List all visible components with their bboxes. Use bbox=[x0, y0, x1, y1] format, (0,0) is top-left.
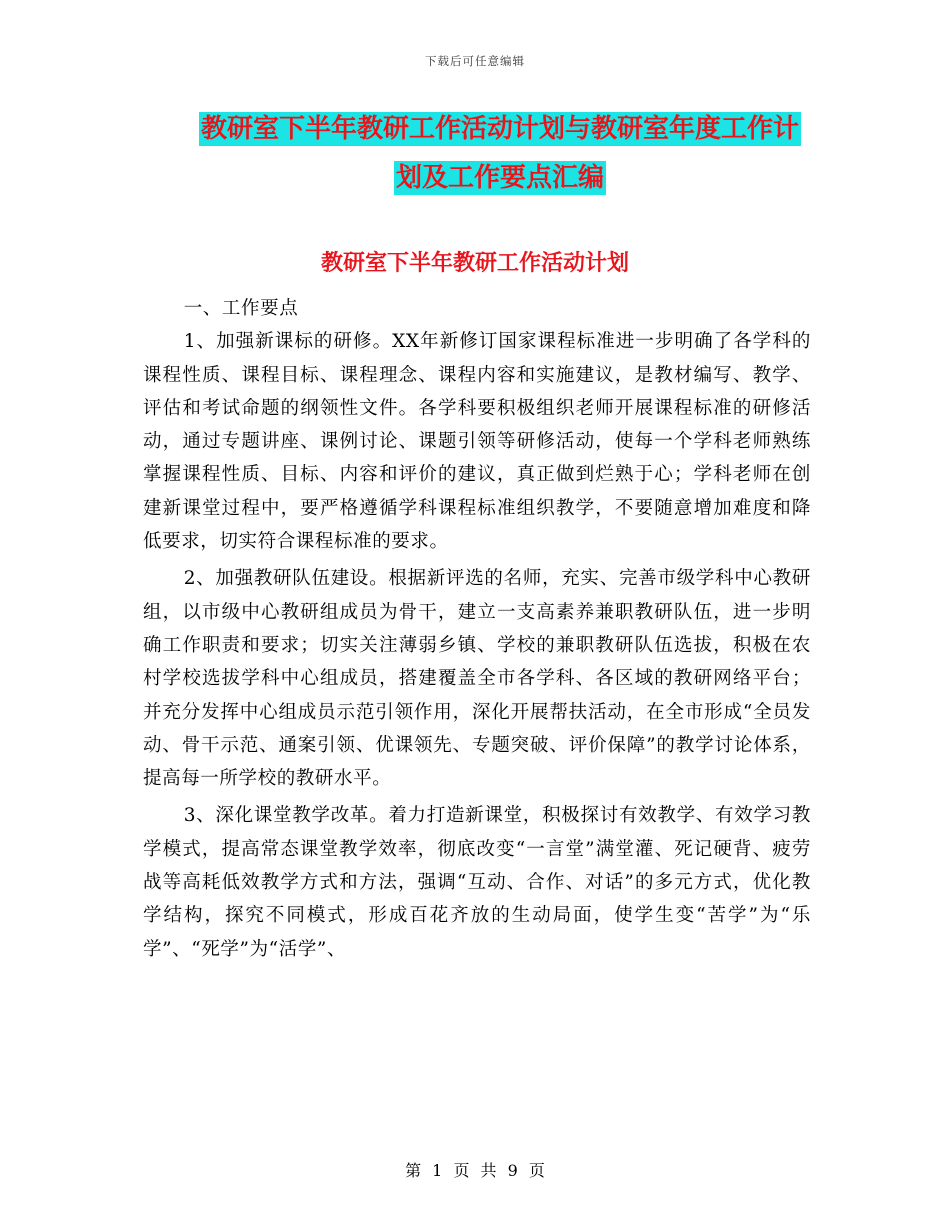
header-note: 下载后可任意编辑 bbox=[425, 54, 525, 68]
paragraph-3: 3、深化课堂教学改革。着力打造新课堂，积极探讨有效教学、有效学习教学模式，提高常态课堂教学效率，彻底改变“一言堂”满堂灌、死记硬背、疲劳战等高耗低效教学方式和方法，强调“互动、合作、对话”的多元方式，优化教学结构，探究不同模式，形成百花齐放的生动局面，使学生变“苦学”为“乐学”、“死学”为“活学”、 bbox=[143, 805, 811, 960]
paragraph-2: 2、加强教研队伍建设。根据新评选的名师，充实、完善市级学科中心教研组，以市级中心教研组成员为骨干，建立一支高素养兼职教研队伍，进一步明确工作职责和要求；切实关注薄弱乡镇、学校的兼职教研队伍选拔，积极在农村学校选拔学科中心组成员，搭建覆盖全市各学科、各区域的教研网络平台；并充分发挥中心组成员示范引领作用，深化开展帮扶活动，在全市形成“全员发动、骨干示范、通案引领、优课领先、专题突破、评价保障”的教学讨论体系，提高每一所学校的教研水平。 bbox=[143, 568, 811, 790]
document-title-text: 教研室下半年教研工作活动计划与教研室年度工作计划及工作要点汇编 bbox=[200, 114, 799, 193]
section-title: 教研室下半年教研工作活动计划 bbox=[320, 251, 629, 276]
document-body bbox=[143, 292, 811, 966]
page-footer: 第 1 页 共 9 页 bbox=[405, 1161, 545, 1180]
section-heading-work-points: 一、工作要点 bbox=[183, 298, 299, 319]
document-title bbox=[190, 105, 810, 203]
paragraph-1: 1、加强新课标的研修。XX年新修订国家课程标准进一步明确了各学科的课程性质、课程目标、课程理念、课程内容和实施建议，是教材编写、教学、评估和考试命题的纲领性文件。各学科要积极组织老师开展课程标准的研修活动，通过专题讲座、课例讨论、课题引领等研修活动，使每一个学科老师熟练掌握课程性质、目标、内容和评价的建议，真正做到烂熟于心；学科老师在创建新课堂过程中，要严格遵循学科课程标准组织教学，不要随意增加难度和降低要求，切实符合课程标准的要求。 bbox=[143, 331, 811, 553]
